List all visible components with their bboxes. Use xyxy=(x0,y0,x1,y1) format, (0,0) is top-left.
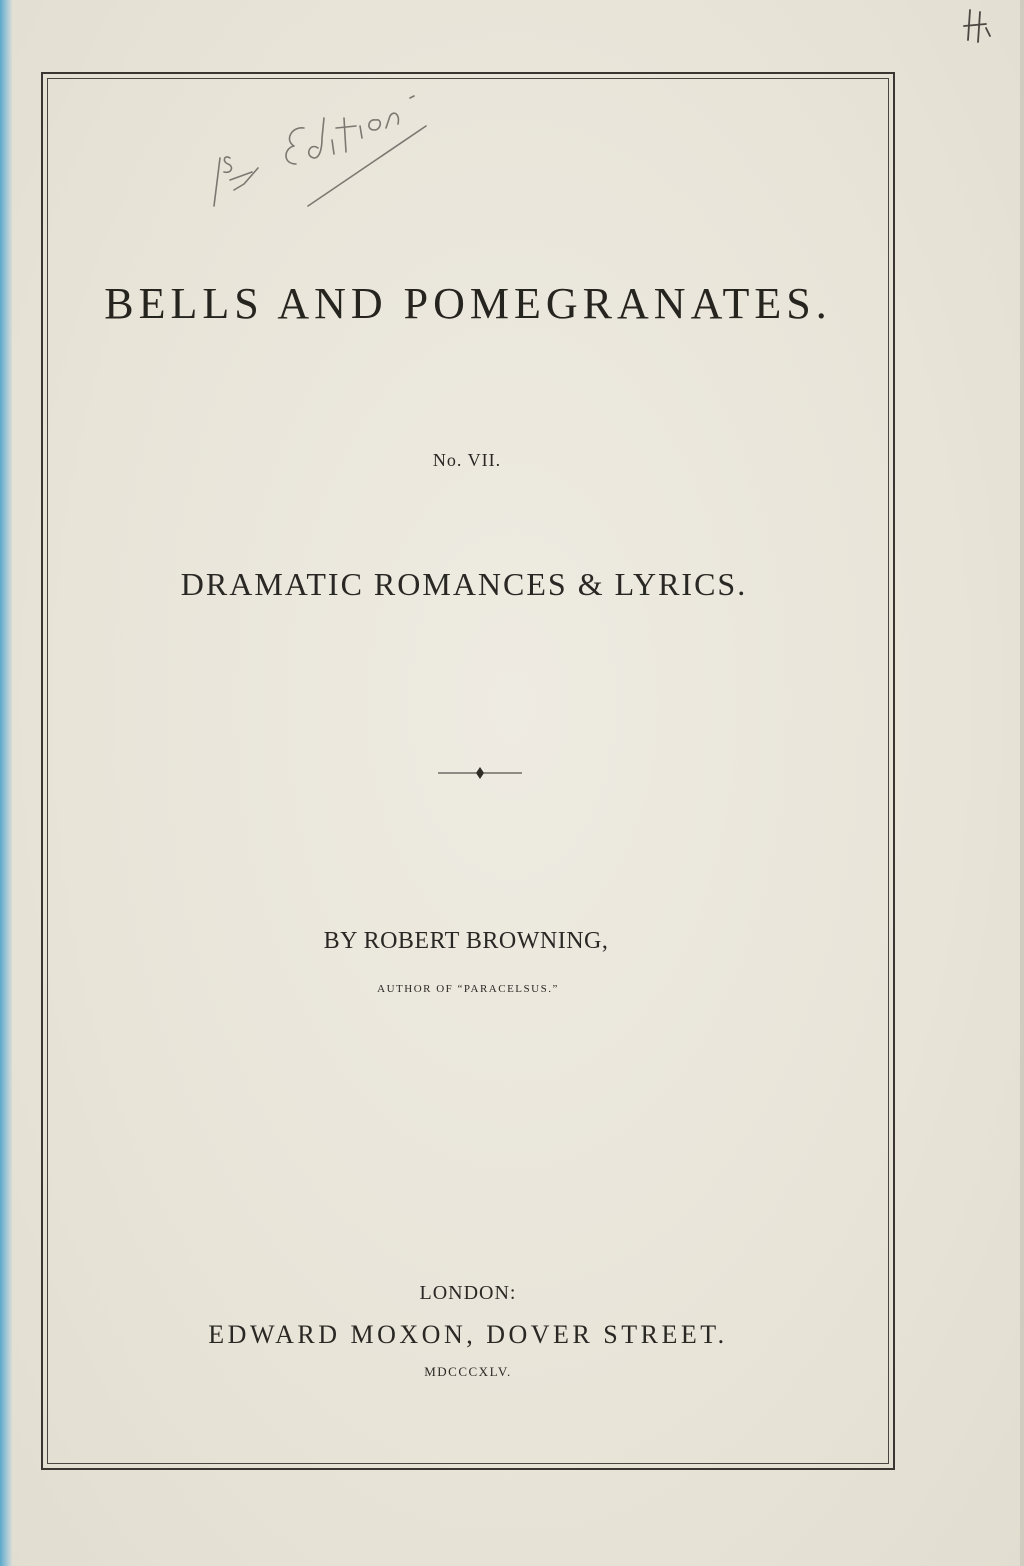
imprint-city: LONDON: xyxy=(419,1282,517,1304)
corner-pencil-mark xyxy=(962,6,996,46)
author-credit: AUTHOR OF “PARACELSUS.” xyxy=(377,983,559,995)
imprint-publisher: EDWARD MOXON, DOVER STREET. xyxy=(208,1320,728,1349)
ornament-rule xyxy=(438,766,522,780)
page-right-edge xyxy=(1020,0,1024,1566)
book-title: BELLS AND POMEGRANATES. xyxy=(104,279,832,328)
volume-number: No. VII. xyxy=(432,450,502,470)
author-byline: BY ROBERT BROWNING, xyxy=(323,928,609,954)
imprint-year: MDCCCXLV. xyxy=(424,1364,512,1379)
book-subtitle: DRAMATIC ROMANCES & LYRICS. xyxy=(180,566,748,602)
